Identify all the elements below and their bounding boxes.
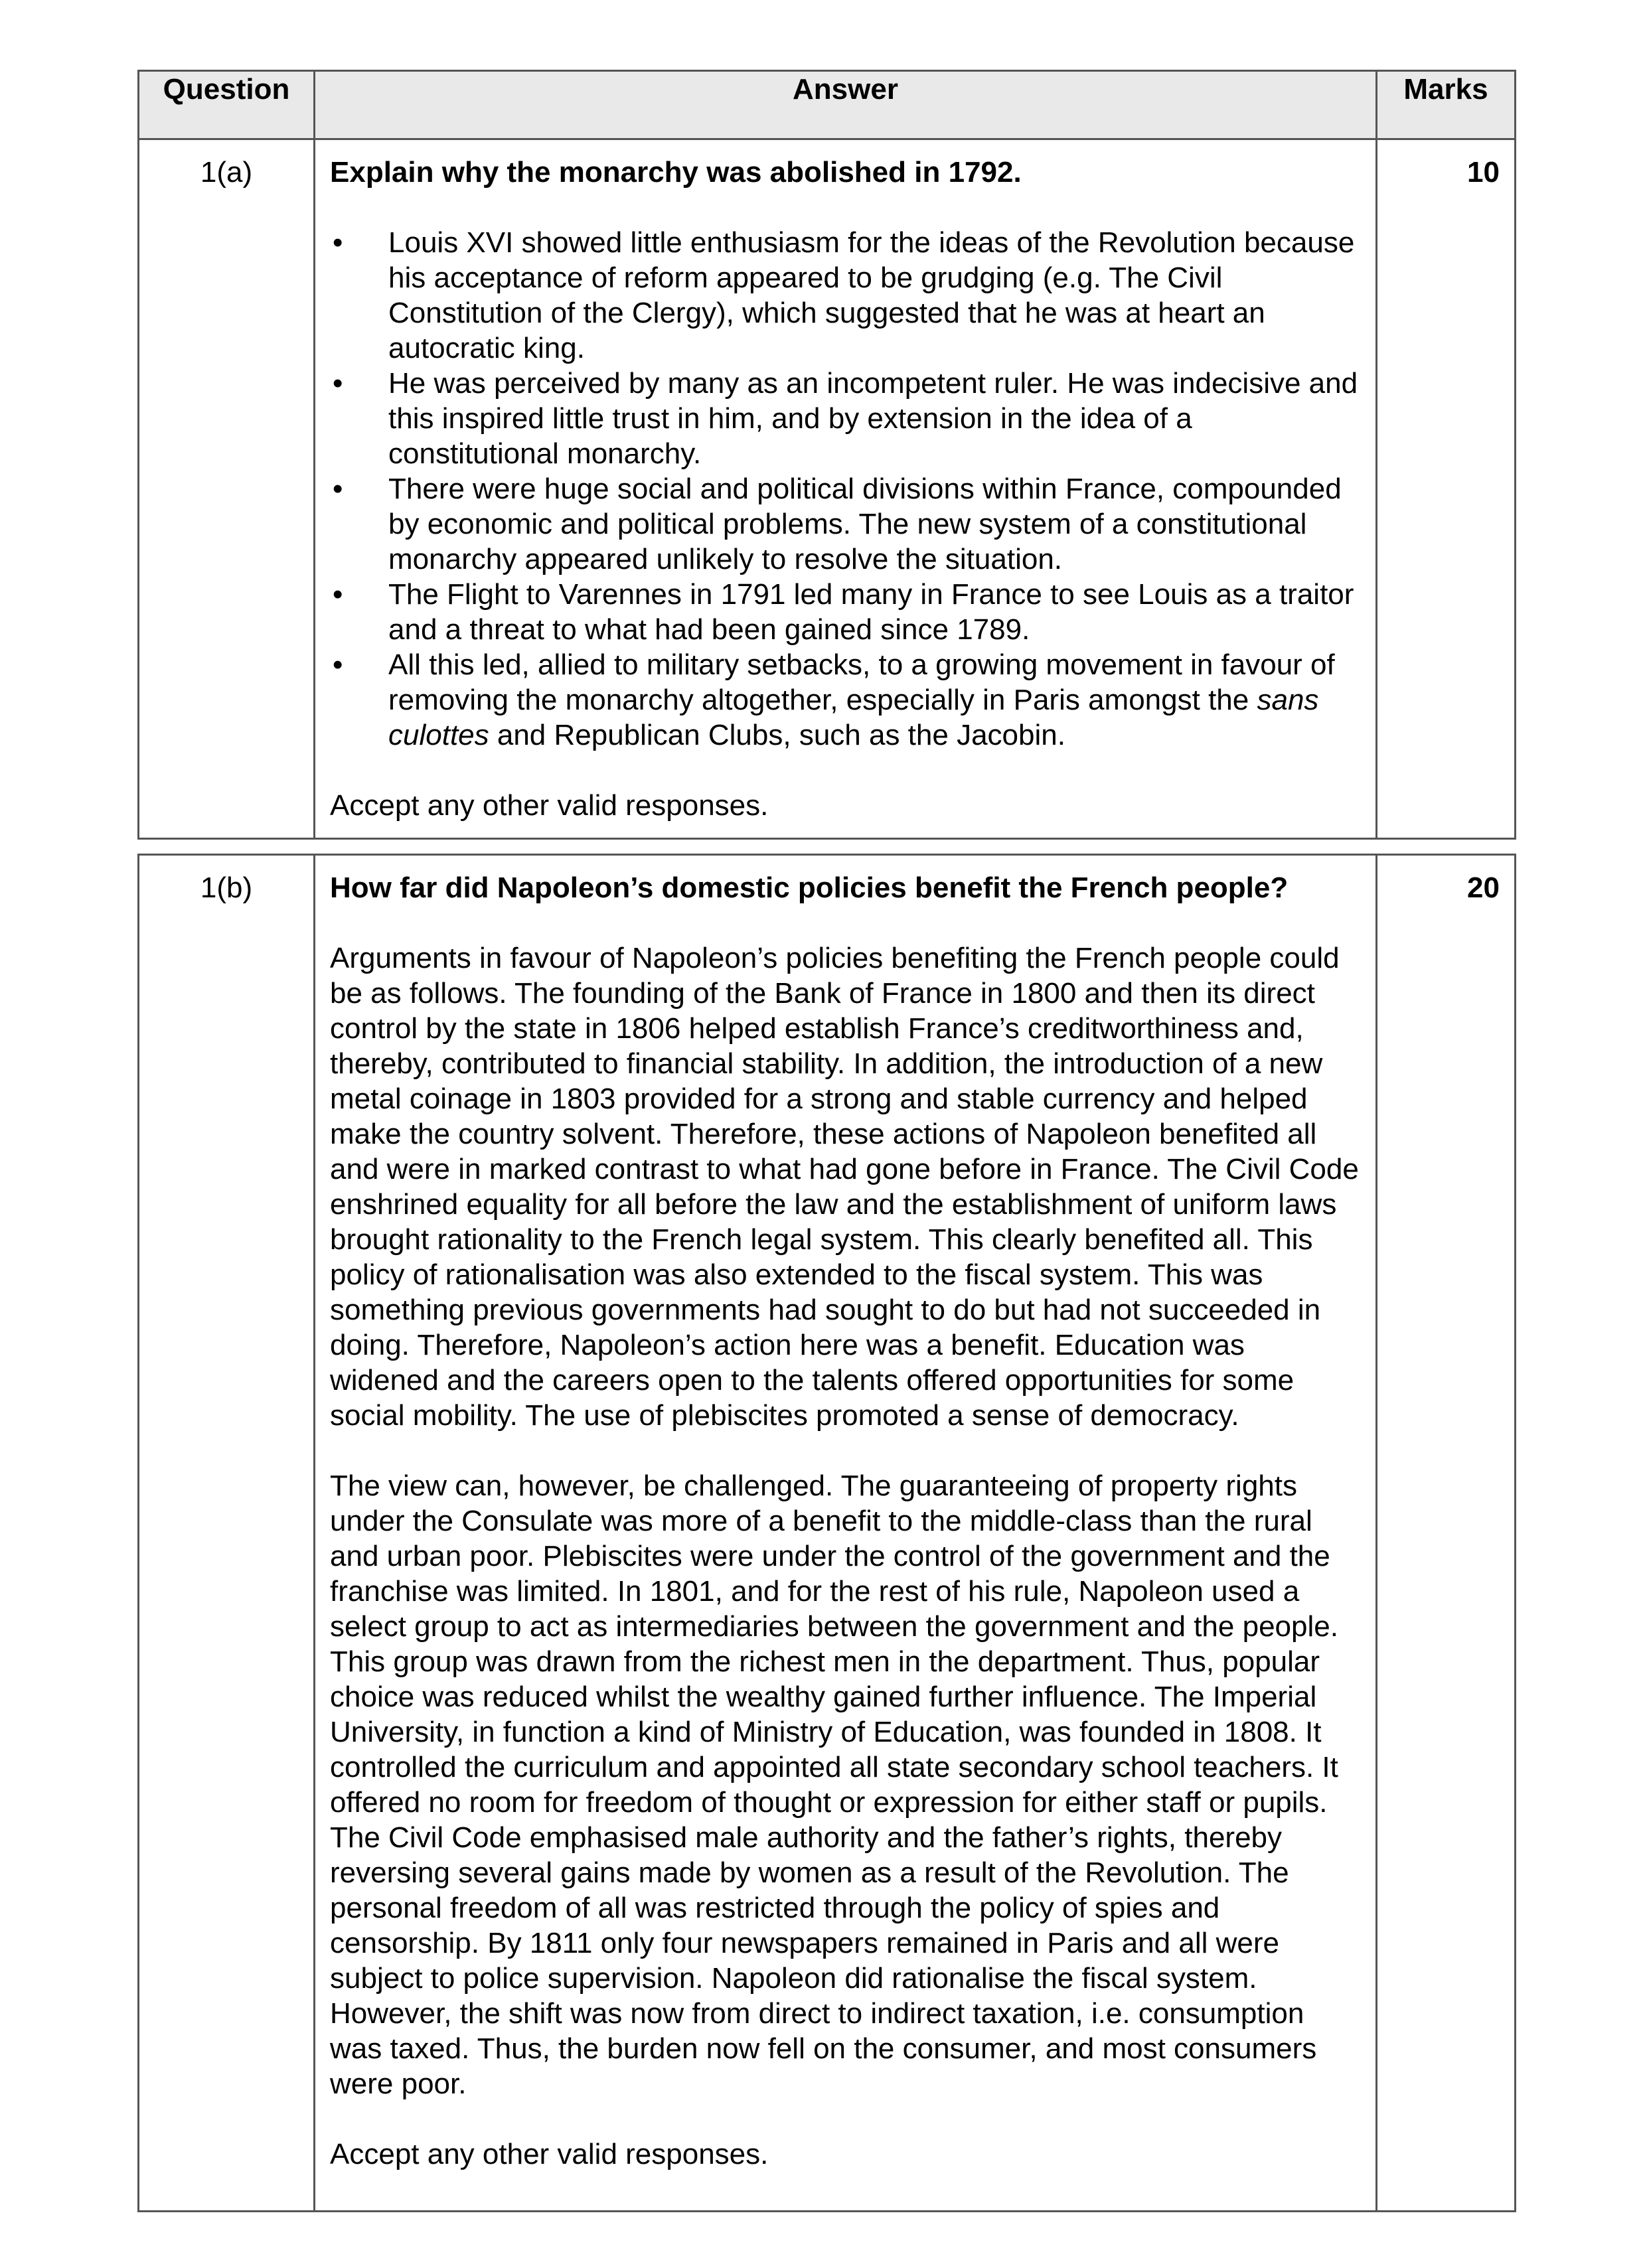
answer-cell <box>315 855 1377 2212</box>
bullet-icon: • <box>333 473 343 505</box>
marks-value: 20 <box>1377 855 1516 2212</box>
mark-scheme-table-1a <box>137 70 1516 840</box>
question-heading: Explain why the monarchy was abolished in 1792. <box>330 156 1022 189</box>
mark-scheme-table-1b <box>137 854 1516 2212</box>
accept-other-note: Accept any other valid responses. <box>330 789 769 822</box>
list-item: • Louis XVI showed little enthusiasm for the ideas of the Revolution because his acceptance of reform appeared to be grudging (e.g. The Civil Constitution of the Clergy), which suggested that he was at heart an autocratic king. <box>333 226 1355 364</box>
accept-other-note: Accept any other valid responses. <box>330 2138 769 2170</box>
list-item: • The Flight to Varennes in 1791 led many in France to see Louis as a traitor and a threat to what had been gained since 1789. <box>333 578 1354 646</box>
table-header-row <box>139 71 1516 139</box>
bullet-icon: • <box>333 648 343 681</box>
table-row <box>139 139 1516 839</box>
table-row <box>139 855 1516 2212</box>
answer-paragraph-against: The view can, however, be challenged. The guaranteeing of property rights under the Consulate was more of a benefit to the middle-class than the rural and urban poor. Plebiscites were under the control of the government and the franchise was limited. In 1801, and for the rest of his rule, Napoleon used a select group to act as intermediaries between the government and the people. This group was drawn from the richest men in the department. Thus, popular choice was reduced whilst the wealthy gained further influence. The Imperial University, in function a kind of Ministry of Education, was founded in 1808. It controlled the curriculum and appointed all state secondary school teachers. It offered no room for freedom of thought or expression for either staff or pupils. The Civil Code emphasised male authority and the father’s rights, thereby reversing several gains made by women as a result of the Revolution. The personal freedom of all was restricted through the policy of spies and censorship. By 1811 only four newspapers remained in Paris and all were subject to police supervision. Napoleon did rationalise the fiscal system. However, the shift was now from direct to indirect taxation, i.e. consumption was taxed. Thus, the burden now fell on the consumer, and most consumers were poor. <box>330 1470 1338 2100</box>
question-column-header: Question <box>139 71 315 139</box>
bullet-icon: • <box>333 226 343 259</box>
question-number: 1(a) <box>139 139 315 839</box>
bullet-icon: • <box>333 367 343 400</box>
list-item: • He was perceived by many as an incompetent ruler. He was indecisive and this inspired little trust in him, and by extension in the idea of a constitutional monarchy. <box>333 367 1358 470</box>
question-heading: How far did Napoleon’s domestic policies benefit the French people? <box>330 871 1289 904</box>
indicative-content-list <box>330 225 1361 753</box>
bullet-icon: • <box>333 578 343 611</box>
list-item: • All this led, allied to military setbacks, to a growing movement in favour of removing the monarchy altogether, especially in Paris amongst the sans culottes and Republican Clubs, such as the Jacobin. <box>333 648 1335 751</box>
answer-paragraph-for: Arguments in favour of Napoleon’s policies benefiting the French people could be as follows. The founding of the Bank of France in 1800 and then its direct control by the state in 1806 helped establish France’s creditworthiness and, thereby, contributed to financial stability. In addition, the introduction of a new metal coinage in 1803 provided for a strong and stable currency and helped make the country solvent. Therefore, these actions of Napoleon benefited all and were in marked contrast to what had gone before in France. The Civil Code enshrined equality for all before the law and the establishment of uniform laws brought rationality to the French legal system. This clearly benefited all. This policy of rationalisation was also extended to the fiscal system. This was something previous governments had sought to do but had not succeeded in doing. Therefore, Napoleon’s action here was a benefit. Education was widened and the careers open to the talents offered opportunities for some social mobility. The use of plebiscites promoted a sense of democracy. <box>330 942 1359 1432</box>
list-item: • There were huge social and political divisions within France, compounded by economic and political problems. The new system of a constitutional monarchy appeared unlikely to resolve the situation. <box>333 473 1342 575</box>
answer-cell <box>315 139 1377 839</box>
marks-value: 10 <box>1377 139 1516 839</box>
italic-term: sans culottes <box>388 684 1319 751</box>
answer-column-header: Answer <box>315 71 1377 139</box>
question-number: 1(b) <box>139 855 315 2212</box>
marks-column-header: Marks <box>1377 71 1516 139</box>
